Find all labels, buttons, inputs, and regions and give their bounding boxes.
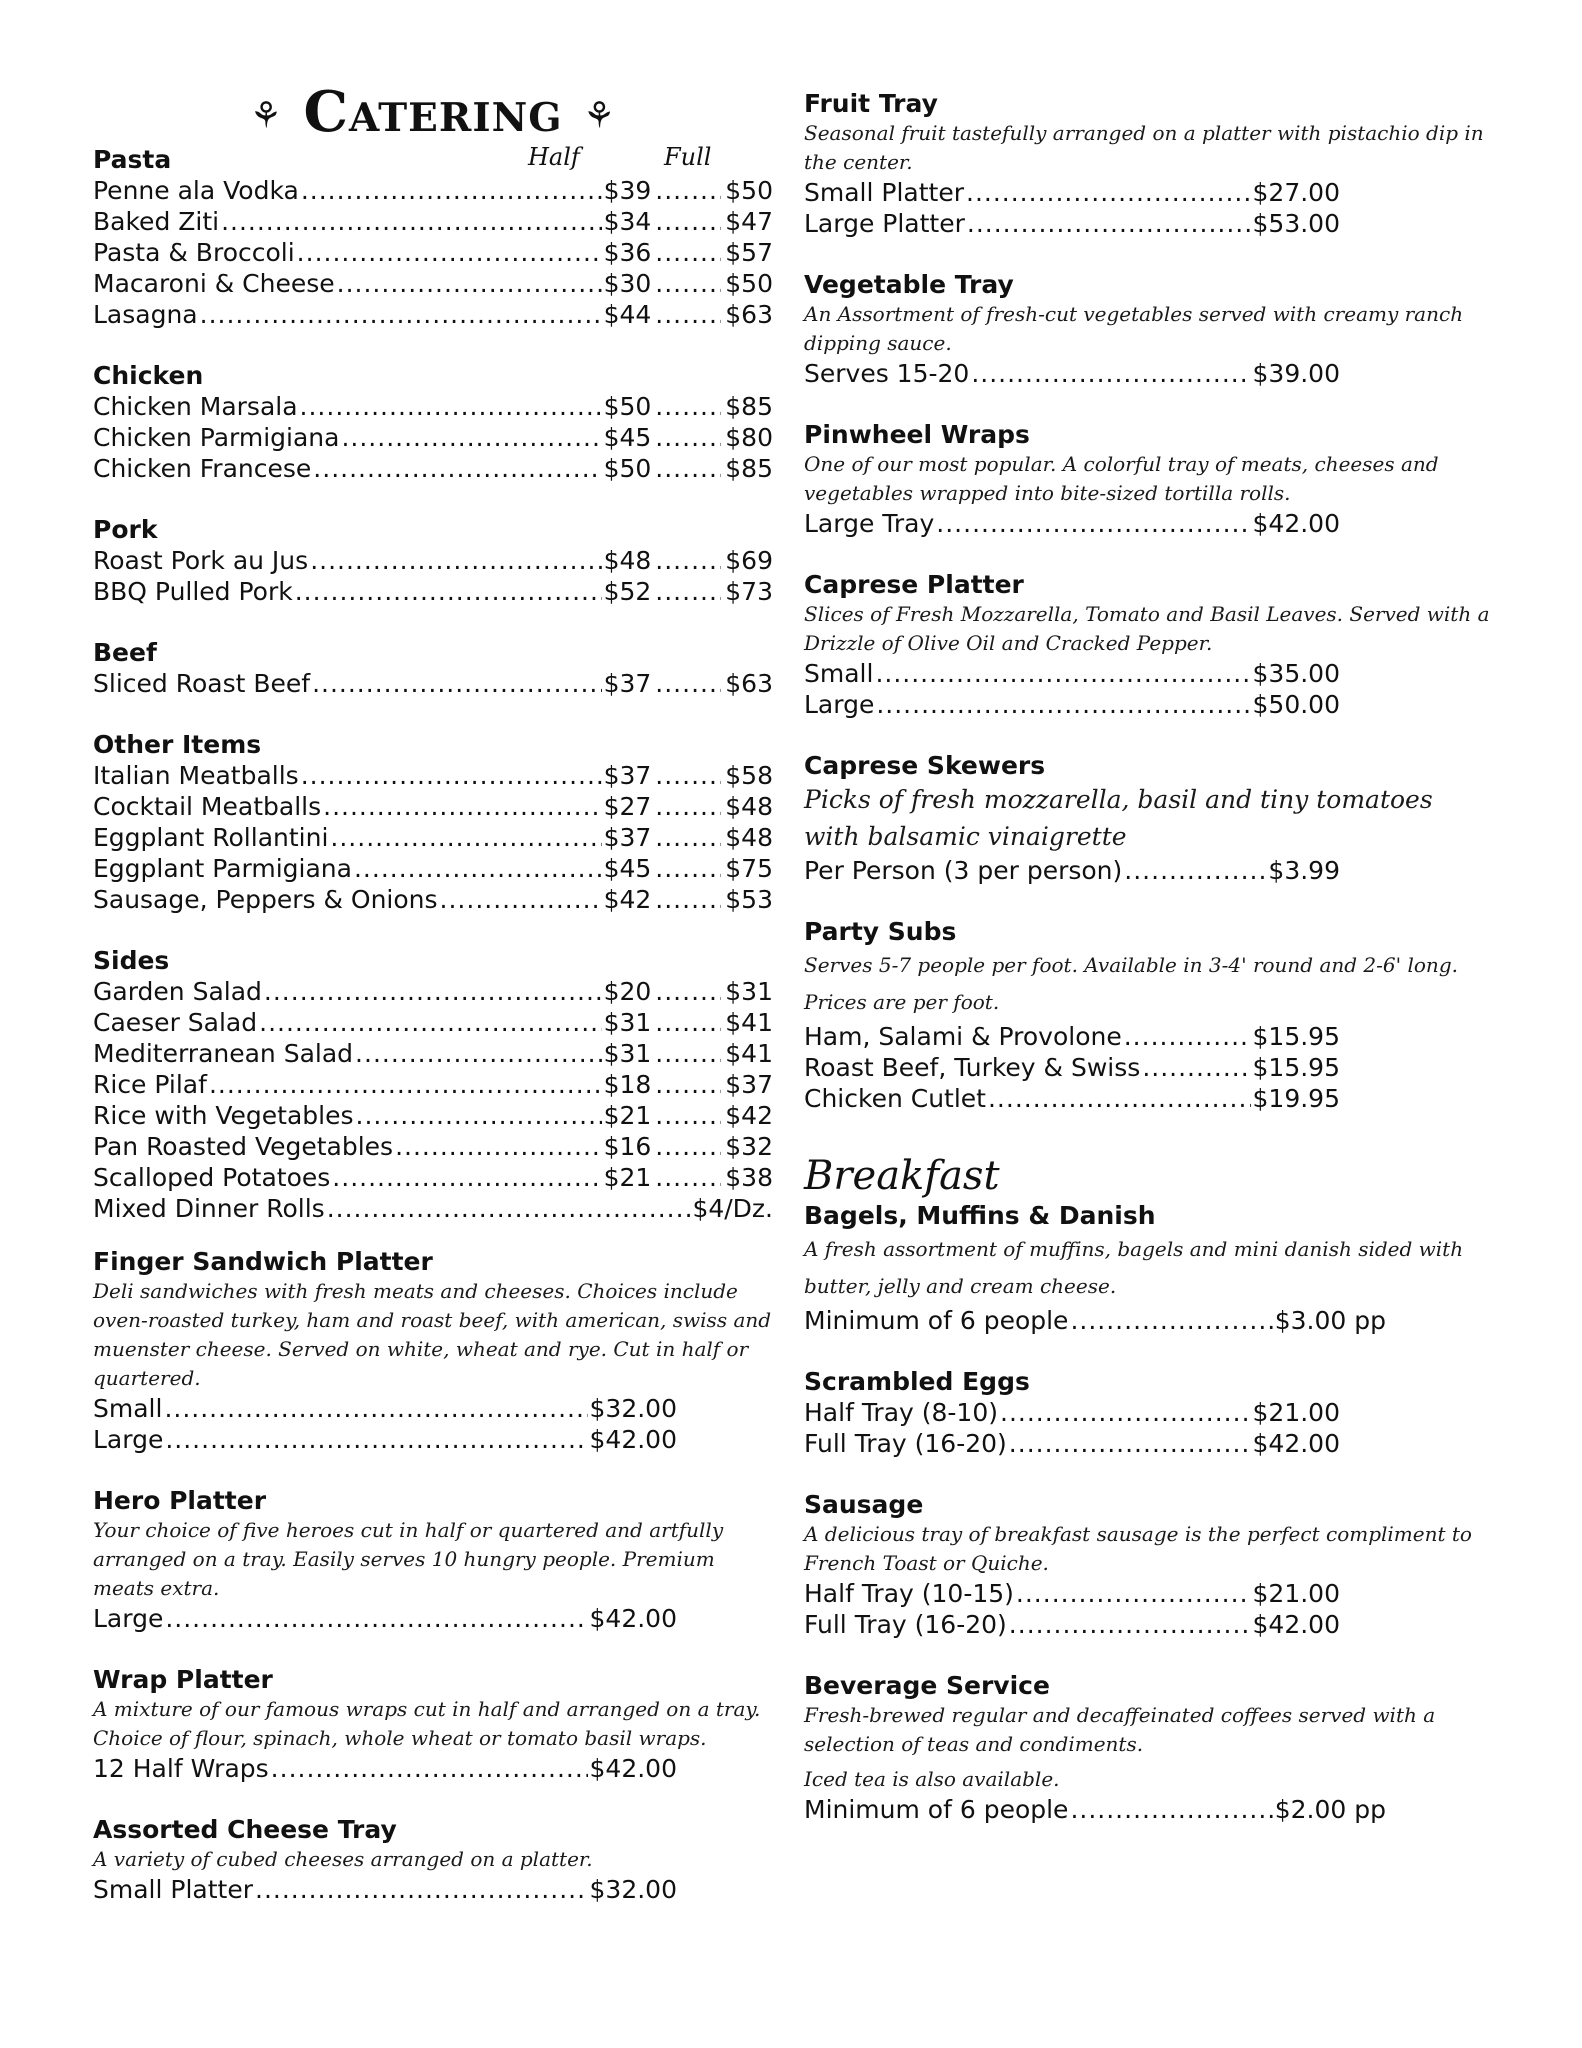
price: $32.00 <box>589 1394 677 1423</box>
section-title: Bagels, Muffins & Danish <box>804 1201 1156 1230</box>
row-label: Small Platter <box>93 1875 253 1904</box>
price-row <box>93 1424 773 1455</box>
item-name: Sausage, Peppers & Onions <box>93 885 438 914</box>
row-label: Chicken Cutlet <box>804 1084 986 1113</box>
section-title: Party Subs <box>804 917 957 946</box>
section-title: Pinwheel Wraps <box>804 420 1030 449</box>
row-label: Ham, Salami & Provolone <box>804 1022 1122 1051</box>
price: $42.00 <box>589 1604 677 1633</box>
section-description: A fresh assortment of muffins, bagels and mini danish sided with butter, jelly and cream cheese. <box>804 1237 1464 1298</box>
item-name: Eggplant Parmigiana <box>93 854 352 883</box>
item-name: Pan Roasted Vegetables <box>93 1132 394 1161</box>
price: $2.00 pp <box>1274 1795 1386 1824</box>
ornament-right-icon: ⚘ <box>583 95 617 137</box>
category-title: Other Items <box>93 730 262 759</box>
section-description: Deli sandwiches with fresh meats and cheeses. Choices include oven-roasted turkey, ham and roast beef, with american, swiss and muenster cheese. Served on white, wheat and rye. Cut in half or quartered. <box>93 1279 772 1390</box>
price-full: $80 <box>725 423 773 452</box>
price: $3.00 pp <box>1274 1306 1386 1335</box>
price-row <box>804 1609 1490 1640</box>
item-name: Italian Meatballs <box>93 761 299 790</box>
price: $3.99 <box>1268 856 1340 885</box>
menu-item <box>93 422 773 453</box>
item-name: Mixed Dinner Rolls <box>93 1194 325 1223</box>
item-name: Chicken Marsala <box>93 392 298 421</box>
price-half: $50 <box>603 454 652 483</box>
price-full: $63 <box>725 300 773 329</box>
price-full: $58 <box>725 761 773 790</box>
section-title: Wrap Platter <box>93 1665 273 1694</box>
row-label: Large <box>93 1425 164 1454</box>
item-name: Eggplant Rollantini <box>93 823 329 852</box>
price-row <box>93 1753 773 1784</box>
menu-item <box>93 237 773 268</box>
item-name: Lasagna <box>93 300 198 329</box>
row-label: Large Tray <box>804 509 935 538</box>
price-full: $50 <box>725 176 773 205</box>
section-title: Assorted Cheese Tray <box>93 1815 397 1844</box>
price-half: $50 <box>603 392 652 421</box>
price-row <box>804 177 1490 208</box>
price-half: $18 <box>603 1070 652 1099</box>
price-row <box>804 1397 1490 1428</box>
price-row <box>804 855 1490 886</box>
menu-item <box>93 1100 773 1131</box>
price-full: $31 <box>725 977 773 1006</box>
left-column <box>93 79 773 1905</box>
price-full: $63 <box>725 669 773 698</box>
price-full: $47 <box>725 207 773 236</box>
category-pasta <box>93 144 773 330</box>
price: $21.00 <box>1252 1579 1340 1608</box>
price: $42.00 <box>589 1754 677 1783</box>
section-finger-sandwich-platter <box>93 1246 773 1455</box>
price-row <box>804 1305 1490 1336</box>
item-name: Macaroni & Cheese <box>93 269 335 298</box>
item-name: BBQ Pulled Pork <box>93 577 293 606</box>
price-half: $21 <box>603 1101 652 1130</box>
section-title: Beverage Service <box>804 1671 1050 1700</box>
price: $21.00 <box>1252 1398 1340 1427</box>
row-label: Large <box>93 1604 164 1633</box>
row-label: Large Platter <box>804 209 965 238</box>
item-name: Cocktail Meatballs <box>93 792 322 821</box>
price-full: $73 <box>725 577 773 606</box>
section-title: Scrambled Eggs <box>804 1367 1030 1396</box>
menu-item <box>93 1069 773 1100</box>
category-chicken <box>93 360 773 484</box>
section-assorted-cheese-tray <box>93 1814 773 1905</box>
price: $53.00 <box>1252 209 1340 238</box>
section-title: Finger Sandwich Platter <box>93 1247 433 1276</box>
category-other-items <box>93 729 773 915</box>
category-title: Chicken <box>93 361 204 390</box>
row-label: Small <box>804 659 874 688</box>
row-label: Minimum of 6 people <box>804 1795 1069 1824</box>
price-full: $50 <box>725 269 773 298</box>
menu-item <box>93 884 773 915</box>
section-beverage-service <box>804 1670 1490 1825</box>
menu-item <box>93 1131 773 1162</box>
section-sausage <box>804 1489 1490 1640</box>
category-title: Pork <box>93 515 158 544</box>
column-header-half: Half <box>528 143 580 171</box>
price-row <box>804 689 1490 720</box>
section-title: Vegetable Tray <box>804 270 1014 299</box>
section-wrap-platter <box>93 1664 773 1784</box>
price-full: $37 <box>725 1070 773 1099</box>
menu-item <box>93 1193 773 1224</box>
category-title: Beef <box>93 638 157 667</box>
price-half: $20 <box>603 977 652 1006</box>
price-half: $37 <box>603 761 652 790</box>
price-row <box>804 658 1490 689</box>
price-half: $45 <box>603 854 652 883</box>
price-row <box>93 1874 773 1905</box>
price-half: $48 <box>603 546 652 575</box>
price-half: $44 <box>603 300 652 329</box>
section-pinwheel-wraps <box>804 419 1490 539</box>
price-half: $37 <box>603 823 652 852</box>
price: $27.00 <box>1252 178 1340 207</box>
menu-item <box>93 668 773 699</box>
price: $42.00 <box>589 1425 677 1454</box>
price: $39.00 <box>1252 359 1340 388</box>
price-half: $31 <box>603 1039 652 1068</box>
price: $32.00 <box>589 1875 677 1904</box>
row-label: Roast Beef, Turkey & Swiss <box>804 1053 1141 1082</box>
price-half: $45 <box>603 423 652 452</box>
row-label: Serves 15-20 <box>804 359 970 388</box>
item-name: Caeser Salad <box>93 1008 258 1037</box>
row-label: Small Platter <box>804 178 964 207</box>
price-full: $41 <box>725 1039 773 1068</box>
section-description: Serves 5-7 people per foot. Available in 3-4' round and 2-6' long. Prices are per foot. <box>804 953 1458 1014</box>
right-column <box>804 88 1490 1825</box>
section-description: Picks of fresh mozzarella, basil and tiny tomatoes with balsamic vinaigrette <box>804 785 1433 851</box>
section-caprese-skewers <box>804 750 1490 886</box>
section-description: A delicious tray of breakfast sausage is the perfect compliment to French Toast or Quiche. <box>804 1522 1472 1575</box>
menu-item <box>93 175 773 206</box>
price-full: $42 <box>725 1101 773 1130</box>
price-half: $42 <box>603 885 652 914</box>
section-fruit-tray <box>804 88 1490 239</box>
menu-item <box>93 760 773 791</box>
section-party-subs <box>804 916 1490 1114</box>
price-half: $52 <box>603 577 652 606</box>
menu-item <box>93 1038 773 1069</box>
price-half: $39 <box>603 176 652 205</box>
price-row <box>804 1052 1490 1083</box>
row-label: Minimum of 6 people <box>804 1306 1069 1335</box>
price: $42.00 <box>1252 509 1340 538</box>
price-full: $75 <box>725 854 773 883</box>
price-full: $85 <box>725 392 773 421</box>
price-full: $53 <box>725 885 773 914</box>
category-beef <box>93 637 773 699</box>
price-row <box>804 1794 1490 1825</box>
price-half: $37 <box>603 669 652 698</box>
section-note: Iced tea is also available. <box>804 1767 1060 1791</box>
price-full: $69 <box>725 546 773 575</box>
item-name: Scalloped Potatoes <box>93 1163 331 1192</box>
section-description: One of our most popular. A colorful tray of meats, cheeses and vegetables wrapped into bite-sized tortilla rolls. <box>804 452 1439 505</box>
price: $42.00 <box>1252 1610 1340 1639</box>
category-sides <box>93 945 773 1224</box>
menu-item <box>93 976 773 1007</box>
item-name: Roast Pork au Jus <box>93 546 309 575</box>
category-pork <box>93 514 773 607</box>
category-title: Sides <box>93 946 170 975</box>
price-half: $30 <box>603 269 652 298</box>
section-caprese-platter <box>804 569 1490 720</box>
menu-item <box>93 822 773 853</box>
item-name: Baked Ziti <box>93 207 220 236</box>
section-description: Seasonal fruit tastefully arranged on a platter with pistachio dip in the center. <box>804 121 1484 174</box>
price: $42.00 <box>1252 1429 1340 1458</box>
price-full: $85 <box>725 454 773 483</box>
price: $15.95 <box>1252 1022 1340 1051</box>
section-description: An Assortment of fresh-cut vegetables served with creamy ranch dipping sauce. <box>804 302 1464 355</box>
row-label: Small <box>93 1394 163 1423</box>
price-row <box>804 508 1490 539</box>
price: $4/Dz. <box>692 1194 773 1223</box>
menu-item <box>93 391 773 422</box>
row-label: Half Tray (8-10) <box>804 1398 998 1427</box>
price: $15.95 <box>1252 1053 1340 1082</box>
price-full: $57 <box>725 238 773 267</box>
section-description: Slices of Fresh Mozzarella, Tomato and Basil Leaves. Served with a Drizzle of Olive Oil and Cracked Pepper. <box>804 602 1490 655</box>
row-label: Full Tray (16-20) <box>804 1610 1007 1639</box>
item-name: Mediterranean Salad <box>93 1039 354 1068</box>
price-row <box>93 1603 773 1634</box>
price: $35.00 <box>1252 659 1340 688</box>
price-half: $16 <box>603 1132 652 1161</box>
item-name: Chicken Parmigiana <box>93 423 340 452</box>
price-row <box>804 1021 1490 1052</box>
row-label: Full Tray (16-20) <box>804 1429 1007 1458</box>
price: $19.95 <box>1252 1084 1340 1113</box>
section-description: Fresh-brewed regular and decaffeinated coffees served with a selection of teas and condiments. <box>804 1703 1436 1756</box>
price-half: $21 <box>603 1163 652 1192</box>
section-title: Hero Platter <box>93 1486 267 1515</box>
section-bagels-muffins-danish <box>804 1200 1490 1336</box>
section-scrambled-eggs <box>804 1366 1490 1459</box>
menu-item <box>93 853 773 884</box>
page-title <box>93 79 773 145</box>
section-title: Fruit Tray <box>804 89 938 118</box>
item-name: Chicken Francese <box>93 454 312 483</box>
price-row <box>93 1393 773 1424</box>
price-row <box>804 358 1490 389</box>
row-label: Per Person (3 per person) <box>804 856 1123 885</box>
price-row <box>804 1428 1490 1459</box>
breakfast-heading: Breakfast <box>804 1153 1000 1199</box>
price-row <box>804 208 1490 239</box>
menu-item <box>93 299 773 330</box>
row-label: Large <box>804 690 875 719</box>
section-description: A variety of cubed cheeses arranged on a platter. <box>93 1847 593 1871</box>
item-name: Penne ala Vodka <box>93 176 299 205</box>
price-full: $32 <box>725 1132 773 1161</box>
price: $50.00 <box>1252 690 1340 719</box>
section-hero-platter <box>93 1485 773 1634</box>
section-title: Sausage <box>804 1490 924 1519</box>
menu-item <box>93 576 773 607</box>
menu-item <box>93 791 773 822</box>
menu-item <box>93 1162 773 1193</box>
price-row <box>804 1578 1490 1609</box>
menu-item <box>93 268 773 299</box>
price-half: $27 <box>603 792 652 821</box>
price-full: $41 <box>725 1008 773 1037</box>
category-title: Pasta <box>93 145 172 174</box>
title-text: Catering <box>303 79 563 145</box>
item-name: Rice with Vegetables <box>93 1101 354 1130</box>
item-name: Garden Salad <box>93 977 262 1006</box>
menu-item <box>93 1007 773 1038</box>
price-half: $34 <box>603 207 652 236</box>
menu-item <box>93 545 773 576</box>
item-name: Pasta & Broccoli <box>93 238 295 267</box>
item-name: Rice Pilaf <box>93 1070 207 1099</box>
menu-item <box>93 206 773 237</box>
section-title: Caprese Skewers <box>804 751 1046 780</box>
section-description: Your choice of five heroes cut in half or quartered and artfully arranged on a tray. Easily serves 10 hungry people. Premium meats extra. <box>93 1518 724 1600</box>
menu-item <box>93 453 773 484</box>
price-row <box>804 1083 1490 1114</box>
column-header-full: Full <box>664 143 712 171</box>
item-name: Sliced Roast Beef <box>93 669 311 698</box>
row-label: 12 Half Wraps <box>93 1754 269 1783</box>
section-title: Caprese Platter <box>804 570 1024 599</box>
price-full: $48 <box>725 792 773 821</box>
section-vegetable-tray <box>804 269 1490 389</box>
section-description: A mixture of our famous wraps cut in half and arranged on a tray. Choice of flour, spinach, whole wheat or tomato basil wraps. <box>93 1697 761 1750</box>
row-label: Half Tray (10-15) <box>804 1579 1014 1608</box>
price-half: $36 <box>603 238 652 267</box>
price-half: $31 <box>603 1008 652 1037</box>
price-full: $38 <box>725 1163 773 1192</box>
ornament-left-icon: ⚘ <box>249 95 283 137</box>
price-full: $48 <box>725 823 773 852</box>
